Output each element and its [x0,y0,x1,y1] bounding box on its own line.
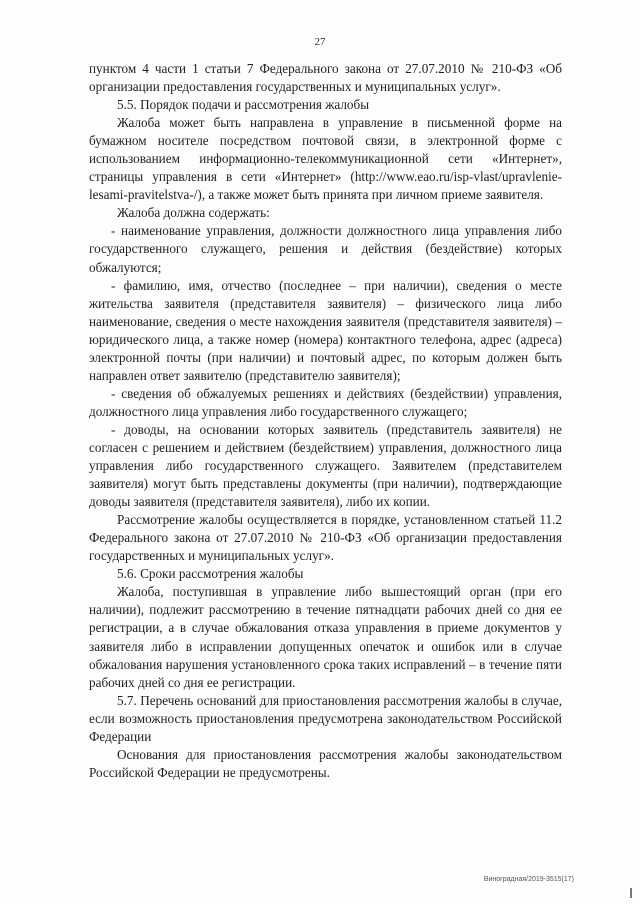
list-item-arguments: - доводы, на основании которых заявитель (представитель заявителя) не согласен с решением и действием (бездействием) управления, должностного лица управления либо государственного служащего. Заявителем (представителем заявителя) могут быть представлены документы (при наличии), подтверждающие доводы заявителя (представителя заявителя), либо их копии. [89,421,562,510]
section-heading-5-7: 5.7. Перечень оснований для приостановления рассмотрения жалобы в случае, если возможность приостановления предусмотрена законодательством Российской Федерации [89,692,562,744]
list-item-name: - наименование управления, должности должностного лица управления либо государственного служащего, решения и действия (бездействие) которых обжалуются; [89,223,562,275]
section-heading-5-6: 5.6. Сроки рассмотрения жалобы [117,566,304,582]
paragraph-submission: Жалоба может быть направлена в управление в письменной форме на бумажном носителе посредством почтовой связи, в электронной форме с использованием информационно-телекоммуникационной сети «Интернет», страницы управления в сети «Интернет» (http://www.eao.ru/isp-vlast/upravlenie-lesami-pravitelstva-/), а также может быть принята при личном приеме заявителя. [89,115,562,203]
page-number: 27 [314,36,326,48]
footer-document-code: Виноградная/2019-3515(17) [483,876,574,883]
paragraph-continuation: пунктом 4 части 1 статьи 7 Федерального закона от 27.07.2010 № 210-ФЗ «Об организации предоставления государственных и муниципальных услуг». [89,61,562,95]
paragraph-review-procedure: Рассмотрение жалобы осуществляется в порядке, установленном статьей 11.2 Федерального закона от 27.07.2010 № 210-ФЗ «Об организации предоставления государственных и муниципальных услуг». [89,512,562,564]
document-body [89,60,562,782]
list-item-appealed-decisions: - сведения об обжалуемых решениях и действиях (бездействии) управления, должностного лица управления либо государственного служащего; [89,385,562,419]
paragraph-suspension-grounds: Основания для приостановления рассмотрения жалобы законодательством Российской Федерации не предусмотрены. [89,746,562,780]
scan-edge-mark [630,888,632,898]
section-heading-5-5: 5.5. Порядок подачи и рассмотрения жалобы [117,97,370,113]
list-item-applicant-info: - фамилию, имя, отчество (последнее – при наличии), сведения о месте жительства заявителя (представителя заявителя) – физического лица либо наименование, сведения о месте нахождения заявителя (представителя заявителя) – юридического лица, а также номер (номера) контактного телефона, адрес (адреса) электронной почты (при наличии) и почтовый адрес, по которым должен быть направлен ответ заявителю (представителю заявителя); [89,277,562,383]
paragraph-complaint-contents-intro: Жалоба должна содержать: [117,205,270,221]
paragraph-review-terms: Жалоба, поступившая в управление либо вышестоящий орган (при его наличии), подлежит рассмотрению в течение пятнадцати рабочих дней со дня ее регистрации, а в случае обжалования отказа управления в приеме документов у заявителя либо в исправлении допущенных опечаток и ошибок или в случае обжалования нарушения установленного срока таких исправлений – в течение пяти рабочих дней со дня ее регистрации. [89,584,562,690]
